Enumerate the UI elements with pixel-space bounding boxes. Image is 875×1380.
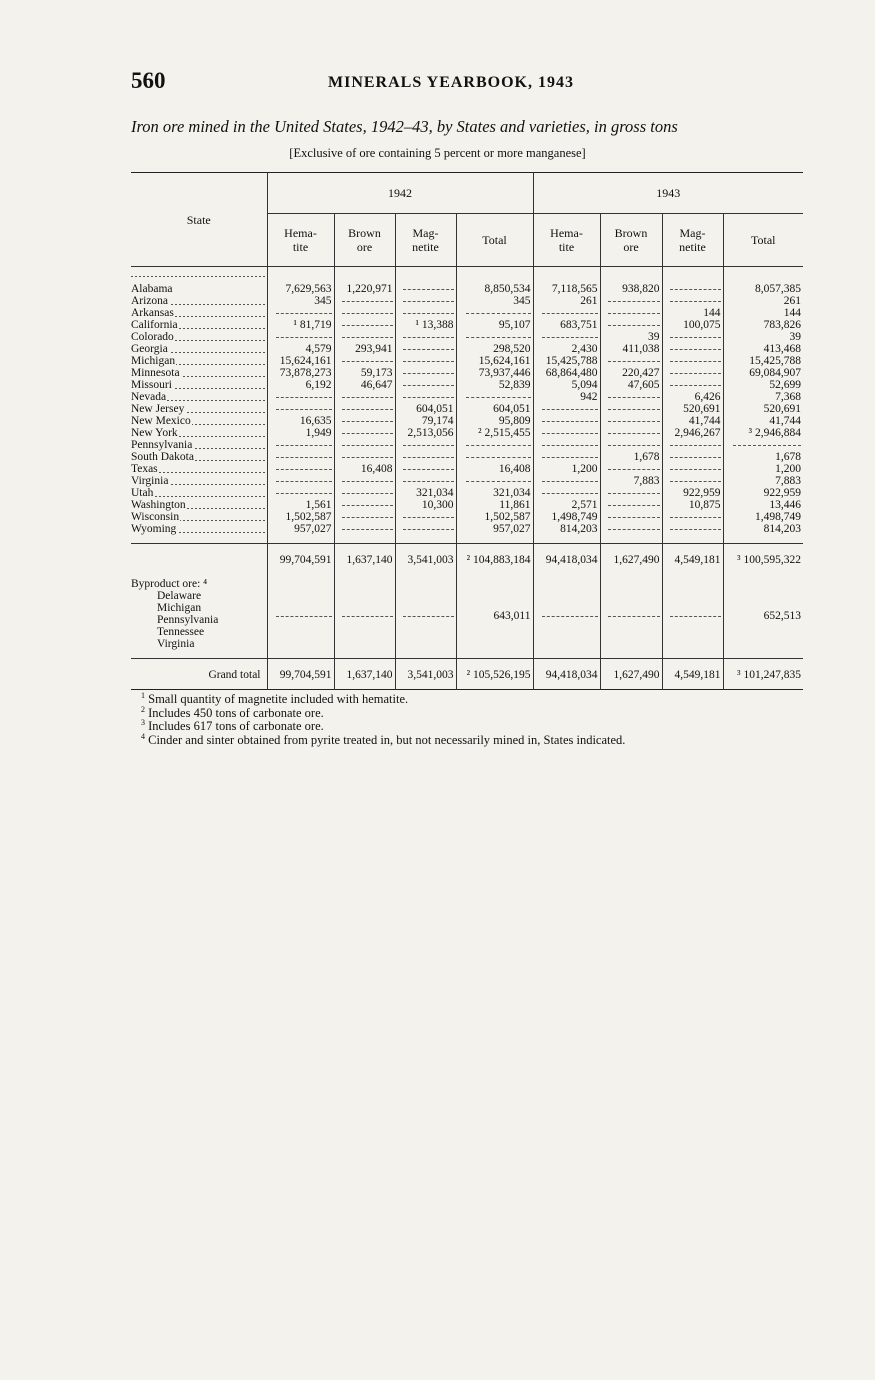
table-cell: 47,605 <box>600 379 662 391</box>
table-cell: 46,647 <box>334 379 395 391</box>
table-cell <box>533 403 600 415</box>
table-cell: 814,203 <box>533 523 600 544</box>
table-cell <box>662 343 723 355</box>
table-cell: 73,878,273 <box>267 367 334 379</box>
table-cell <box>395 574 456 659</box>
table-cell: 52,699 <box>723 379 803 391</box>
table-cell: 3,541,003 <box>395 659 456 690</box>
state-name: New York <box>131 427 178 439</box>
table-cell: 99,704,591 <box>267 544 334 575</box>
table-cell: ³ 101,247,835 <box>723 659 803 690</box>
table-cell <box>662 367 723 379</box>
table-cell <box>334 511 395 523</box>
table-cell <box>600 439 662 451</box>
state-name: Arkansas <box>131 307 174 319</box>
table-cell: 1,498,749 <box>533 511 600 523</box>
table-row <box>131 355 803 367</box>
table-cell: 814,203 <box>723 523 803 544</box>
table-cell <box>456 451 533 463</box>
table-row <box>131 367 803 379</box>
table-cell <box>456 391 533 403</box>
table-cell: 11,861 <box>456 499 533 511</box>
table-cell: 144 <box>723 307 803 319</box>
state-name: New Mexico <box>131 415 191 427</box>
table-cell: 15,425,788 <box>533 355 600 367</box>
state-name: Michigan <box>131 355 176 367</box>
table-cell <box>334 487 395 499</box>
col-header-brown-ore-1943: Brown ore <box>600 214 662 267</box>
table-cell: 922,959 <box>723 487 803 499</box>
table-cell: 683,751 <box>533 319 600 331</box>
table-cell <box>533 307 600 319</box>
table-cell <box>395 331 456 343</box>
table-cell: ² 2,515,455 <box>456 427 533 439</box>
footnote-text: Cinder and sinter obtained from pyrite treated in, but not necessarily mined in, States indicated. <box>145 732 626 747</box>
table-cell: 1,502,587 <box>456 511 533 523</box>
byproduct-state: Pennsylvania <box>157 614 219 626</box>
table-title: Iron ore mined in the United States, 1942–43, by States and varieties, in gross tons <box>131 117 678 136</box>
table-cell <box>600 487 662 499</box>
table-cell <box>395 439 456 451</box>
table-cell <box>662 463 723 475</box>
byproduct-label: Byproduct ore: ⁴ <box>131 578 208 590</box>
table-cell: 922,959 <box>662 487 723 499</box>
table-cell: 220,427 <box>600 367 662 379</box>
table-row <box>131 295 803 307</box>
table-cell <box>334 451 395 463</box>
footnote-text: Small quantity of magnetite included with hematite. <box>145 692 409 706</box>
table-subtitle: [Exclusive of ore containing 5 percent or more manganese] <box>289 146 586 160</box>
iron-ore-table <box>131 172 803 690</box>
table-cell: 1,502,587 <box>267 511 334 523</box>
state-name: Wyoming <box>131 523 177 535</box>
table-cell <box>600 427 662 439</box>
state-name: Georgia <box>131 343 168 355</box>
table-cell: 2,571 <box>533 499 600 511</box>
table-cell <box>662 439 723 451</box>
table-cell: 94,418,034 <box>533 544 600 575</box>
footnote-mark: 3 <box>141 717 145 727</box>
table-cell: 7,368 <box>723 391 803 403</box>
table-cell <box>600 319 662 331</box>
table-row <box>131 331 803 343</box>
table-cell: 783,826 <box>723 319 803 331</box>
state-name: Wisconsin <box>131 511 180 523</box>
table-cell: 16,408 <box>456 463 533 475</box>
table-cell: 520,691 <box>662 403 723 415</box>
table-cell: ² 104,883,184 <box>456 544 533 575</box>
table-cell <box>334 403 395 415</box>
state-name: Colorado <box>131 331 174 343</box>
table-cell: 59,173 <box>334 367 395 379</box>
table-cell: 1,627,490 <box>600 659 662 690</box>
table-cell <box>662 331 723 343</box>
state-name: New Jersey <box>131 403 185 415</box>
table-row <box>131 523 803 544</box>
table-cell <box>395 511 456 523</box>
state-name: Alabama <box>131 283 173 295</box>
table-cell <box>334 331 395 343</box>
table-cell <box>533 451 600 463</box>
byproduct-row <box>131 574 803 659</box>
table-cell: 261 <box>723 295 803 307</box>
table-cell <box>533 475 600 487</box>
table-cell: 6,426 <box>662 391 723 403</box>
table-cell <box>334 391 395 403</box>
table-row <box>131 319 803 331</box>
footnote-text: Includes 450 tons of carbonate ore. <box>145 705 324 720</box>
table-cell: 95,809 <box>456 415 533 427</box>
table-cell <box>267 463 334 475</box>
table-row <box>131 487 803 499</box>
table-cell <box>267 475 334 487</box>
table-cell: 2,946,267 <box>662 427 723 439</box>
table-cell: ¹ 81,719 <box>267 319 334 331</box>
table-cell: 52,839 <box>456 379 533 391</box>
state-name: Virginia <box>131 475 169 487</box>
table-cell: 13,446 <box>723 499 803 511</box>
state-name: California <box>131 319 178 331</box>
table-cell <box>533 574 600 659</box>
table-cell: 1,220,971 <box>334 267 395 296</box>
table-cell <box>600 511 662 523</box>
table-cell: 957,027 <box>456 523 533 544</box>
table-cell: 345 <box>456 295 533 307</box>
col-header-1942: 1942 <box>267 173 533 214</box>
table-cell <box>723 439 803 451</box>
table-cell: 144 <box>662 307 723 319</box>
table-cell: 643,011 <box>456 574 533 659</box>
table-cell: 957,027 <box>267 523 334 544</box>
table-cell: 15,425,788 <box>723 355 803 367</box>
state-name: Nevada <box>131 391 167 403</box>
table-row <box>131 391 803 403</box>
table-cell <box>600 463 662 475</box>
table-row <box>131 379 803 391</box>
table-cell <box>395 307 456 319</box>
table-cell: 942 <box>533 391 600 403</box>
table-cell <box>395 355 456 367</box>
table-cell: 4,549,181 <box>662 544 723 575</box>
table-cell: 8,850,534 <box>456 267 533 296</box>
table-cell: 298,520 <box>456 343 533 355</box>
table-cell: 39 <box>723 331 803 343</box>
table-cell <box>334 475 395 487</box>
table-cell <box>533 427 600 439</box>
byproduct-state: Tennessee <box>157 626 205 638</box>
table-cell: 345 <box>267 295 334 307</box>
table-row <box>131 415 803 427</box>
table-cell <box>334 427 395 439</box>
table-cell: 73,937,446 <box>456 367 533 379</box>
table-cell: 68,864,480 <box>533 367 600 379</box>
table-cell <box>267 574 334 659</box>
table-row <box>131 267 803 296</box>
table-cell: 1,637,140 <box>334 544 395 575</box>
table-cell: 1,200 <box>723 463 803 475</box>
table-cell: 1,678 <box>723 451 803 463</box>
table-cell: 413,468 <box>723 343 803 355</box>
table-cell <box>395 451 456 463</box>
table-cell <box>662 451 723 463</box>
table-cell <box>334 307 395 319</box>
table-cell: 2,513,056 <box>395 427 456 439</box>
footnote <box>141 731 626 748</box>
table-cell <box>600 499 662 511</box>
table-cell: 41,744 <box>723 415 803 427</box>
table-cell: 15,624,161 <box>267 355 334 367</box>
table-cell: 261 <box>533 295 600 307</box>
table-cell: 1,498,749 <box>723 511 803 523</box>
table-row <box>131 343 803 355</box>
col-header-brown-ore-1942: Brown ore <box>334 214 395 267</box>
table-cell: ¹ 13,388 <box>395 319 456 331</box>
table-cell <box>334 415 395 427</box>
col-header-hematite-1942: Hema- tite <box>267 214 334 267</box>
table-cell: 321,034 <box>456 487 533 499</box>
table-cell <box>600 355 662 367</box>
table-cell <box>662 574 723 659</box>
table-cell: 1,637,140 <box>334 659 395 690</box>
col-header-state: State <box>131 173 267 267</box>
table-row <box>131 511 803 523</box>
table-cell <box>395 343 456 355</box>
table-cell: 8,057,385 <box>723 267 803 296</box>
table-cell: 94,418,034 <box>533 659 600 690</box>
table-cell: 10,875 <box>662 499 723 511</box>
table-cell <box>662 267 723 296</box>
table-cell <box>395 267 456 296</box>
col-header-total-1942: Total <box>456 214 533 267</box>
table-cell: 7,883 <box>723 475 803 487</box>
table-cell: 520,691 <box>723 403 803 415</box>
table-cell: 7,629,563 <box>267 267 334 296</box>
table-cell: 5,094 <box>533 379 600 391</box>
table-cell: 15,624,161 <box>456 355 533 367</box>
state-name: South Dakota <box>131 451 194 463</box>
col-header-magnetite-1942: Mag- netite <box>395 214 456 267</box>
table-cell: 604,051 <box>395 403 456 415</box>
col-header-hematite-1943: Hema- tite <box>533 214 600 267</box>
table-cell <box>267 331 334 343</box>
table-cell <box>395 379 456 391</box>
table-cell: 10,300 <box>395 499 456 511</box>
subtotal-row <box>131 544 803 575</box>
table-cell <box>334 523 395 544</box>
state-name: Pennsylvania <box>131 439 193 451</box>
table-cell: 41,744 <box>662 415 723 427</box>
state-name: Texas <box>131 463 158 475</box>
table-cell: 39 <box>600 331 662 343</box>
table-row <box>131 451 803 463</box>
table-cell <box>267 487 334 499</box>
table-cell: ³ 2,946,884 <box>723 427 803 439</box>
col-header-1943: 1943 <box>533 173 803 214</box>
footnote-text: Includes 617 tons of carbonate ore. <box>145 719 324 733</box>
footnote <box>141 690 625 707</box>
table-row <box>131 499 803 511</box>
table-cell: 79,174 <box>395 415 456 427</box>
table-cell <box>533 331 600 343</box>
state-name: Minnesota <box>131 367 180 379</box>
table-cell <box>456 307 533 319</box>
table-cell <box>662 511 723 523</box>
table-row <box>131 439 803 451</box>
table-cell <box>267 391 334 403</box>
table-cell: 1,200 <box>533 463 600 475</box>
table-cell <box>662 295 723 307</box>
table-cell <box>600 391 662 403</box>
state-name: Utah <box>131 487 154 499</box>
table-cell <box>533 415 600 427</box>
table-cell <box>395 391 456 403</box>
table-cell <box>334 499 395 511</box>
footnote <box>141 717 625 734</box>
footnote-mark: 1 <box>141 690 145 700</box>
table-cell <box>662 379 723 391</box>
table-cell: ³ 100,595,322 <box>723 544 803 575</box>
table-cell <box>600 295 662 307</box>
table-row <box>131 427 803 439</box>
table-cell: ² 105,526,195 <box>456 659 533 690</box>
table-cell <box>395 367 456 379</box>
table-cell <box>456 475 533 487</box>
table-cell <box>334 439 395 451</box>
table-cell: 7,118,565 <box>533 267 600 296</box>
table-cell: 293,941 <box>334 343 395 355</box>
byproduct-state: Delaware <box>157 590 202 602</box>
table-cell <box>662 475 723 487</box>
table-cell <box>395 475 456 487</box>
table-cell: 1,949 <box>267 427 334 439</box>
table-cell <box>600 415 662 427</box>
table-cell: 7,883 <box>600 475 662 487</box>
table-cell <box>334 355 395 367</box>
table-cell <box>662 355 723 367</box>
grand-total-label: Grand total <box>131 659 267 690</box>
table-cell <box>600 307 662 319</box>
state-name: Arizona <box>131 295 169 307</box>
table-cell: 938,820 <box>600 267 662 296</box>
table-cell: 99,704,591 <box>267 659 334 690</box>
table-cell: 652,513 <box>723 574 803 659</box>
table-cell <box>267 307 334 319</box>
table-cell <box>395 463 456 475</box>
byproduct-state: Michigan <box>157 602 202 614</box>
footnote-mark: 2 <box>141 704 145 714</box>
table-cell <box>533 487 600 499</box>
table-cell: 321,034 <box>395 487 456 499</box>
table-cell <box>662 523 723 544</box>
table-cell: 6,192 <box>267 379 334 391</box>
table-cell: 100,075 <box>662 319 723 331</box>
col-header-magnetite-1943: Mag- netite <box>662 214 723 267</box>
table-cell <box>267 439 334 451</box>
table-cell: 95,107 <box>456 319 533 331</box>
table-cell <box>395 295 456 307</box>
page-number: 560 <box>131 68 166 93</box>
table-cell: 411,038 <box>600 343 662 355</box>
table-cell <box>395 523 456 544</box>
table-cell <box>600 403 662 415</box>
table-cell <box>267 403 334 415</box>
footnote <box>141 704 625 721</box>
col-header-total-1943: Total <box>723 214 803 267</box>
table-row <box>131 403 803 415</box>
state-name: Washington <box>131 499 186 511</box>
table-cell: 69,084,907 <box>723 367 803 379</box>
table-cell: 1,678 <box>600 451 662 463</box>
table-cell: 604,051 <box>456 403 533 415</box>
grand-total-row <box>131 659 803 690</box>
table-cell: 1,627,490 <box>600 544 662 575</box>
table-cell: 4,549,181 <box>662 659 723 690</box>
table-cell <box>267 451 334 463</box>
state-name: Missouri <box>131 379 172 391</box>
byproduct-state: Virginia <box>157 638 195 650</box>
table-row <box>131 463 803 475</box>
table-cell <box>533 439 600 451</box>
table-cell: 2,430 <box>533 343 600 355</box>
table-cell <box>334 574 395 659</box>
footnotes <box>141 690 626 747</box>
table-cell: 4,579 <box>267 343 334 355</box>
table-cell <box>334 295 395 307</box>
table-cell <box>600 574 662 659</box>
table-cell <box>456 331 533 343</box>
table-cell <box>334 319 395 331</box>
footnote-mark: 4 <box>141 731 145 741</box>
table-cell: 1,561 <box>267 499 334 511</box>
table-cell: 16,408 <box>334 463 395 475</box>
table-cell <box>456 439 533 451</box>
table-cell: 3,541,003 <box>395 544 456 575</box>
table-cell: 16,635 <box>267 415 334 427</box>
running-head: MINERALS YEARBOOK, 1943 <box>328 74 574 91</box>
table-cell <box>600 523 662 544</box>
table-row <box>131 475 803 487</box>
table-row <box>131 307 803 319</box>
